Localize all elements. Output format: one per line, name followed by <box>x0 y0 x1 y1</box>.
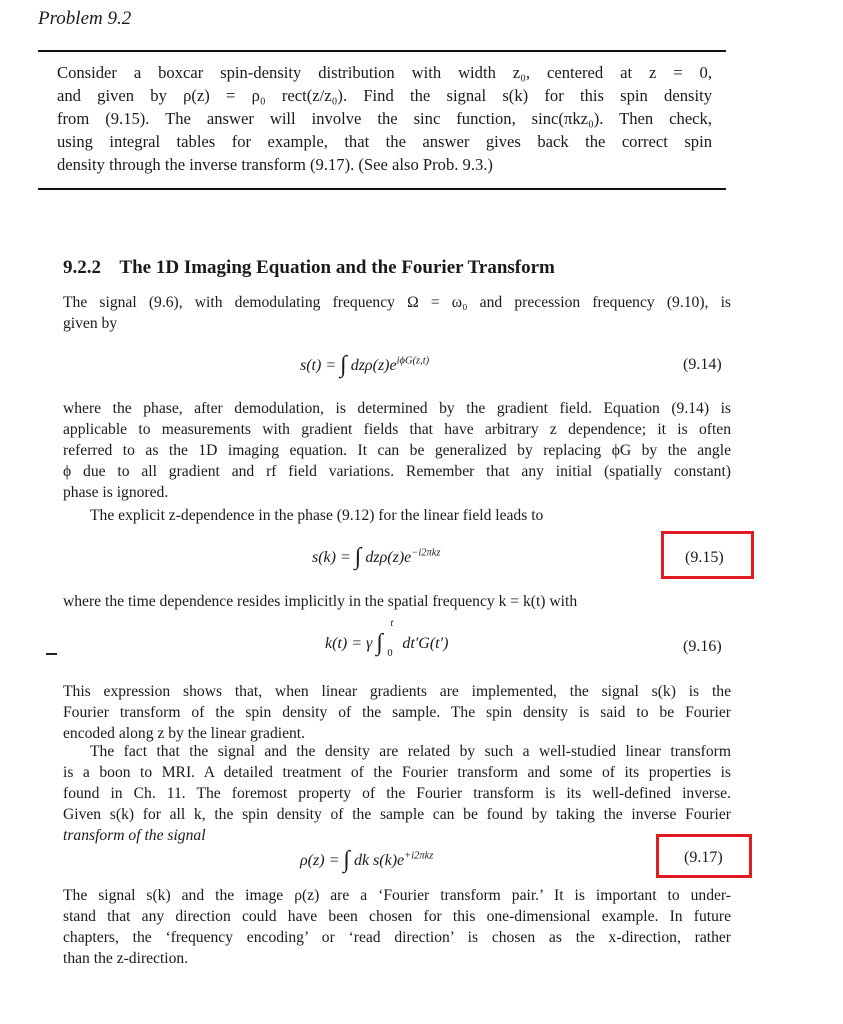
eq-body: dt′G(t′) <box>402 635 449 652</box>
problem-line: using integral tables for example, that the answer gives back the correct spin <box>57 132 712 151</box>
eq-exponent: iϕG(z,t) <box>396 355 430 367</box>
eq-body: dk s(k)e <box>353 852 405 869</box>
problem-statement <box>57 61 712 176</box>
eq-body: dzρ(z)e <box>365 549 412 566</box>
problem-line: Consider a boxcar spin-density distribution with width z₀, centered at z = 0, <box>57 63 712 82</box>
paragraph-line: applicable to measurements with gradient fields that have arbitrary z dependence; it is often <box>63 421 731 438</box>
paragraph-6 <box>63 741 731 846</box>
paragraph-line: is a boon to MRI. A detailed treatment of the Fourier transform and some of its properties is <box>63 764 731 781</box>
paragraph-line: The fact that the signal and the density are related by such a well-studied linear transform <box>90 743 731 760</box>
paragraph-line: Fourier transform of the spin density of the sample. The spin density is said to be Fourier <box>63 704 731 721</box>
integral-sign: ∫ <box>343 847 350 873</box>
lower-limit: 0 <box>387 648 393 659</box>
equation-9-14 <box>300 350 429 377</box>
paragraph-line: phase is ignored. <box>63 484 169 501</box>
upper-limit: t <box>390 618 394 629</box>
paragraph-line: where the time dependence resides implicitly in the spatial frequency k = k(t) with <box>63 593 578 610</box>
paragraph-line: Given s(k) for all k, the spin density of the sample can be found by taking the inverse Fourier <box>63 806 731 823</box>
paragraph-4 <box>63 591 731 612</box>
equation-label-9-14: (9.14) <box>683 356 722 373</box>
problem-line: and given by ρ(z) = ρ₀ rect(z/z₀). Find the signal s(k) for this spin density <box>57 86 712 105</box>
paragraph-line: stand that any direction could have been chosen for this one-dimensional example. In future <box>63 908 731 925</box>
paragraph-line: This expression shows that, when linear gradients are implemented, the signal s(k) is the <box>63 683 731 700</box>
paragraph-1 <box>63 292 731 334</box>
equation-label-9-17: (9.17) <box>684 849 723 866</box>
paragraph-7 <box>63 885 731 969</box>
equation-9-15 <box>312 542 441 569</box>
eq-lhs: s(t) = <box>300 357 337 374</box>
paragraph-line: ϕ due to all gradient and rf field variations. Remember that any initial (spatially constant) <box>63 463 731 480</box>
problem-line: density through the inverse transform (9.17). (See also Prob. 9.3.) <box>57 155 493 174</box>
paragraph-2 <box>63 398 731 503</box>
paragraph-3 <box>90 505 730 526</box>
problem-bottom-rule <box>38 188 726 190</box>
equation-label-9-15: (9.15) <box>685 549 724 566</box>
equation-9-16 <box>325 618 449 659</box>
paragraph-line: chapters, the ‘frequency encoding’ or ‘read direction’ is chosen as the x-direction, rather <box>63 929 731 946</box>
section-heading <box>63 257 555 279</box>
section-number: 9.2.2 <box>63 257 101 278</box>
paragraph-5 <box>63 681 731 744</box>
integral-sign: ∫ <box>376 630 383 656</box>
eq-exponent: +i2πkz <box>404 850 434 862</box>
eq-lhs: s(k) = <box>312 549 351 566</box>
problem-top-rule <box>38 50 726 52</box>
margin-mark <box>46 653 57 655</box>
eq-lhs: k(t) = γ <box>325 635 373 652</box>
paragraph-line: found in Ch. 11. The foremost property of the Fourier transform is its well-defined inverse. <box>63 785 731 802</box>
problem-title: Problem 9.2 <box>38 8 132 29</box>
problem-line: from (9.15). The answer will involve the sinc function, sinc(πkz₀). Then check, <box>57 109 712 128</box>
equation-9-17 <box>300 845 433 872</box>
equation-label-9-16: (9.16) <box>683 638 722 655</box>
paragraph-line: where the phase, after demodulation, is determined by the gradient field. Equation (9.14) is <box>63 400 731 417</box>
section-title: The 1D Imaging Equation and the Fourier Transform <box>119 257 555 278</box>
paragraph-line: The explicit z-dependence in the phase (9.12) for the linear field leads to <box>90 507 544 524</box>
paragraph-line: referred to as the 1D imaging equation. It can be generalized by replacing ϕG by the angle <box>63 442 731 459</box>
integral-sign: ∫ <box>354 544 362 570</box>
eq-exponent: −i2πkz <box>411 547 441 559</box>
integral-sign: ∫ <box>340 352 347 378</box>
paragraph-line: The signal (9.6), with demodulating frequency Ω = ω₀ and precession frequency (9.10), is <box>63 294 731 311</box>
integral-with-limits <box>376 618 398 659</box>
paragraph-line: The signal s(k) and the image ρ(z) are a ‘Fourier transform pair.’ It is important to under- <box>63 887 731 904</box>
eq-lhs: ρ(z) = <box>300 852 340 869</box>
eq-body: dzρ(z)e <box>350 357 397 374</box>
paragraph-line: than the z-direction. <box>63 950 189 967</box>
paragraph-line: transform of the signal <box>63 827 206 844</box>
paragraph-line: given by <box>63 315 118 332</box>
paragraph-line: encoded along z by the linear gradient. <box>63 725 306 742</box>
